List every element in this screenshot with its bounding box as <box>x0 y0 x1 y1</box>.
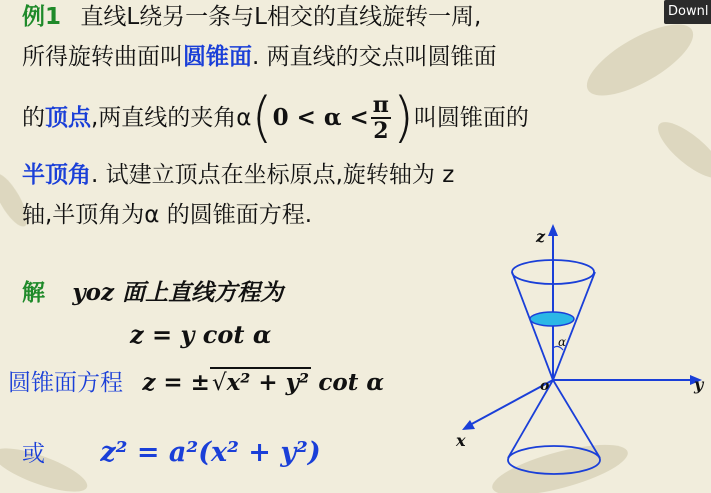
example-text-3c: 叫圆锥面的 <box>413 105 529 131</box>
alpha-label: α <box>558 335 567 349</box>
example-text-2a: 所得旋转曲面叫 <box>22 44 183 70</box>
cone-equation-rhs: cot α <box>318 369 385 396</box>
example-text-5: 轴,半顶角为α 的圆锥面方程. <box>22 202 313 228</box>
y-axis-label: y <box>694 375 704 394</box>
example-text-2b: . 两直线的交点叫圆锥面 <box>252 44 497 70</box>
solution-intro: yoz 面上直线方程为 <box>72 279 284 306</box>
cone-equation-line <box>8 368 384 398</box>
cone-equation-lhs: z = ± <box>142 369 210 396</box>
left-paren: ( <box>251 86 273 149</box>
angle-range: 0 < α < <box>272 104 369 131</box>
alt-equation: z² = a²(x² + y²) <box>100 437 321 468</box>
solution-label: 解 <box>22 280 45 306</box>
example-text-3a: 的 <box>22 105 45 131</box>
download-button[interactable]: Downl <box>664 0 711 24</box>
x-axis-arrow <box>462 420 475 430</box>
term-half-angle: 半顶角 <box>22 162 91 188</box>
solution-intro-line <box>22 278 283 308</box>
term-cone-surface: 圆锥面 <box>183 44 252 70</box>
example-line-5 <box>22 200 312 230</box>
right-paren: ) <box>392 86 414 149</box>
sqrt-radicand <box>210 367 311 396</box>
alt-equation-line <box>22 438 321 469</box>
or-label: 或 <box>22 441 45 467</box>
example-line-3 <box>22 88 529 148</box>
z-axis-arrow <box>548 224 558 236</box>
fraction-numerator: π <box>372 92 389 118</box>
z-axis-label: z <box>536 227 546 246</box>
example-text-4: . 试建立顶点在坐标原点,旋转轴为 z <box>91 162 455 188</box>
radicand-text: x² + y² <box>226 369 310 396</box>
line-equation: z = y cot α <box>130 320 272 349</box>
origin-label: o <box>540 378 550 394</box>
cone-figure <box>440 220 711 493</box>
x-axis-label: x <box>456 431 466 450</box>
sqrt-sign: √ <box>211 370 227 396</box>
pi-over-two <box>371 93 391 143</box>
cone-equation-label: 圆锥面方程 <box>8 370 123 396</box>
cross-section-disk <box>530 312 574 326</box>
example-line-4 <box>22 160 454 190</box>
example-line-1 <box>22 2 481 32</box>
example-text-1: 直线L绕另一条与L相交的直线旋转一周, <box>80 4 482 30</box>
example-label: 例1 <box>22 4 62 30</box>
example-text-3b: ,两直线的夹角α <box>91 105 252 131</box>
fraction-denominator: 2 <box>373 118 389 144</box>
example-line-2 <box>22 42 497 72</box>
term-vertex: 顶点 <box>45 105 91 131</box>
lower-cone-rim <box>508 446 600 474</box>
